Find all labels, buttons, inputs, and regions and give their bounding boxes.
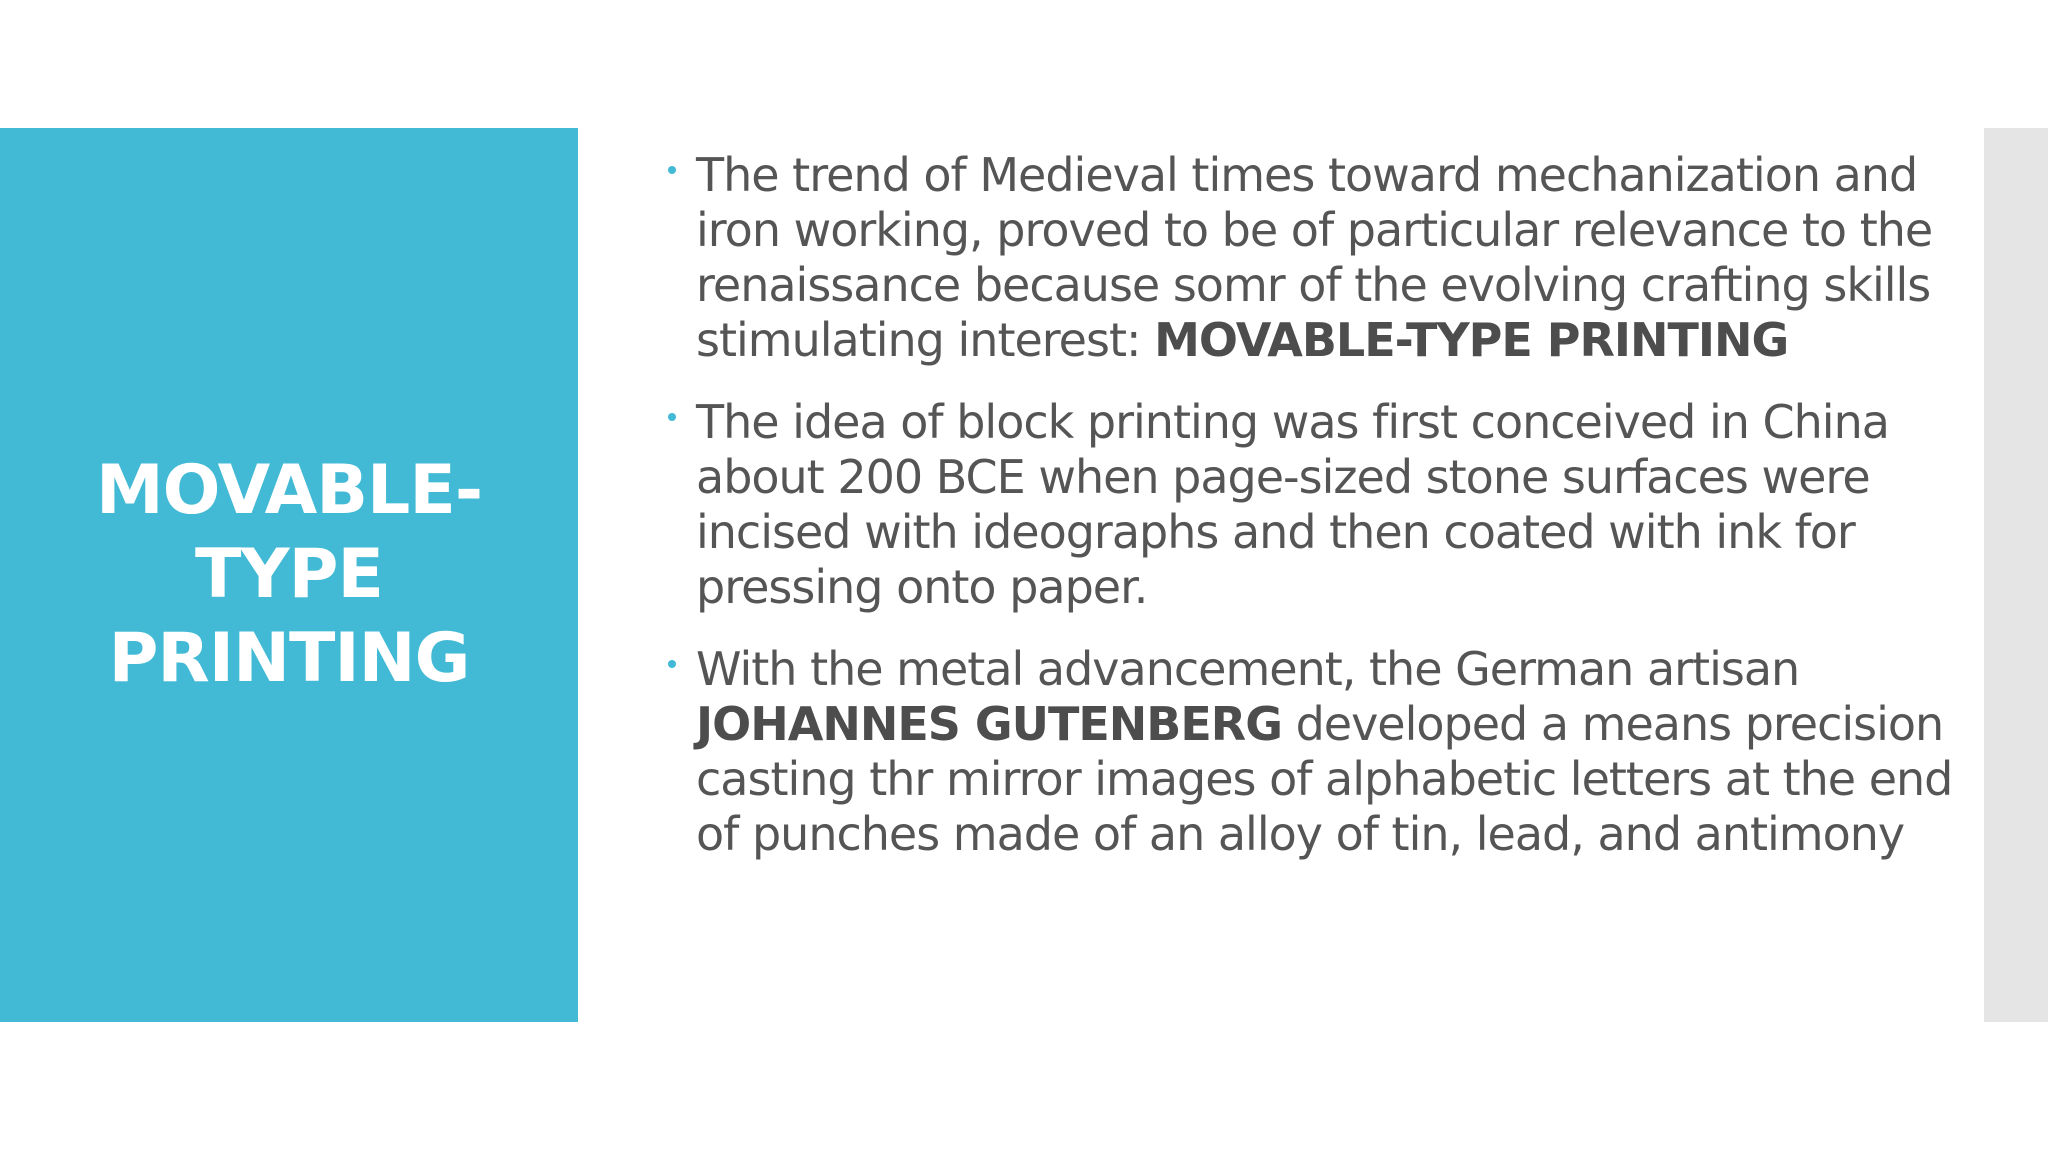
bullet-text: With the metal advancement, the German artisan — [696, 642, 1800, 696]
bullet-text-after: developed a means precision casting thr mirror images of alphabetic letters at the end of punches made of an alloy of tin, lead, and antimony — [696, 697, 1953, 861]
bullet-item — [666, 642, 1966, 862]
bullet-dot-icon — [668, 660, 676, 668]
bullet-list — [666, 148, 1966, 862]
right-side-strip — [1984, 128, 2048, 1022]
bullet-item — [666, 395, 1966, 615]
bullet-bold-text: JOHANNES GUTENBERG — [696, 697, 1282, 751]
bullet-item — [666, 148, 1966, 368]
slide-title: MOVABLE- TYPE PRINTING — [95, 451, 483, 698]
bullet-dot-icon — [668, 413, 676, 421]
bullet-dot-icon — [668, 166, 676, 174]
bullet-text: The trend of Medieval times toward mechanization and iron working, proved to be of particular relevance to the renaissance because somr of the evolving crafting skills stimulating interest: — [696, 148, 1933, 367]
bullet-bold-text: MOVABLE-TYPE PRINTING — [1154, 313, 1789, 367]
title-panel — [0, 128, 578, 1022]
slide-content — [666, 148, 1966, 889]
bullet-text: The idea of block printing was first conceived in China about 200 BCE when page-sized stone surfaces were incised with ideographs and then coated with ink for pressing onto paper. — [696, 395, 1889, 614]
